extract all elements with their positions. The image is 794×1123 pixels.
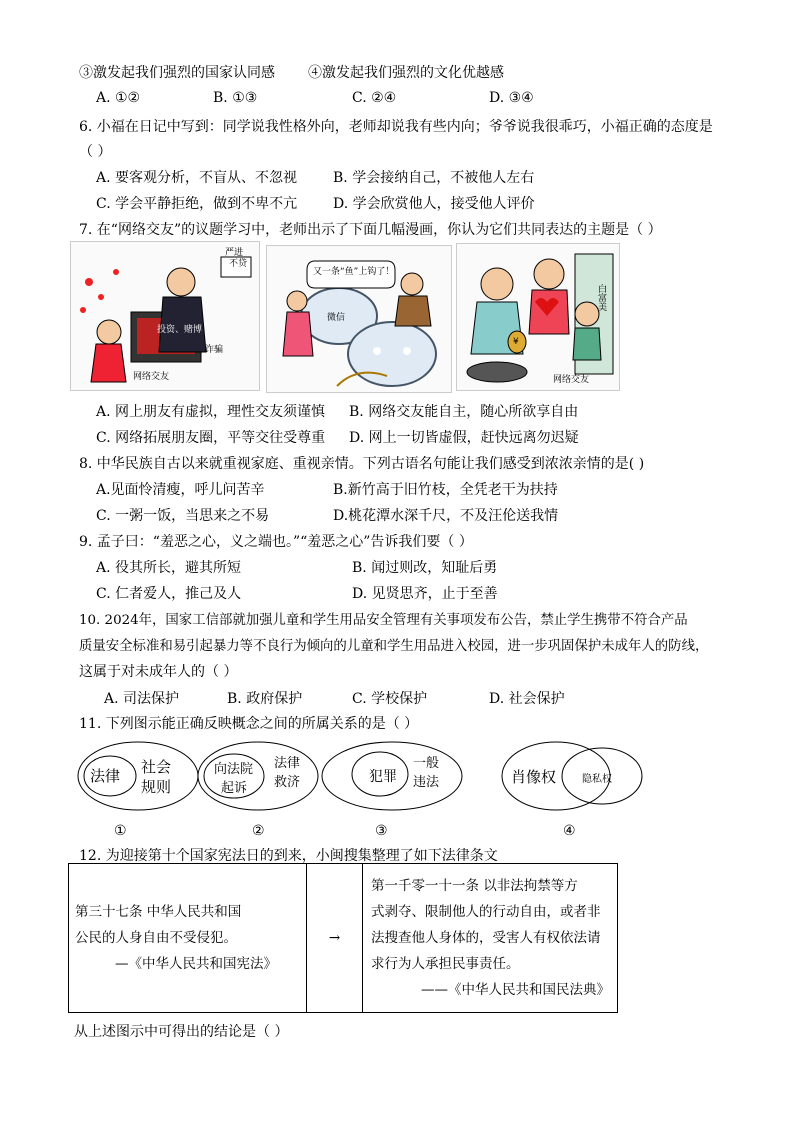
fishing-speech-bubble: 又一条“鱼”上钩了！: [313, 267, 395, 277]
q6-answer-blank[interactable]: （ ）: [79, 144, 112, 160]
civil-code-line4: 求行为人承担民事责任。: [371, 956, 520, 972]
right-arrow-icon: →: [328, 930, 341, 946]
q7-stem: 7. 在“网络交友”的议题学习中，老师出示了下面几幅漫画，你认为它们共同表达的主题是（ ）: [79, 222, 662, 238]
q9-choice-b[interactable]: B. 闻过则改，知耻后勇: [352, 560, 498, 576]
civil-code-line1: 第一千零一十一条 以非法拘禁等方: [371, 878, 578, 894]
q5-option-3: ③激发起我们强烈的国家认同感: [79, 65, 275, 81]
cartoon-online-scam-investment: [70, 241, 260, 391]
q7-choice-c[interactable]: C. 网络拓展朋友圈，平等交往受尊重: [96, 430, 326, 446]
tag-strict-in: 严进: [225, 248, 244, 258]
door-label: 白富美: [596, 284, 606, 311]
q12-conclusion-prompt: 从上述图示中可得出的结论是（ ）: [74, 1024, 289, 1040]
civil-code-article-cell: [363, 864, 618, 1013]
diagram4-left-portrait-right: 肖像权: [511, 768, 557, 786]
diagram2-inner-line2: 起诉: [221, 781, 248, 796]
q9-stem: 9. 孟子曰：“羞恶之心，义之端也。”“羞恶之心”告诉我们要（ ）: [79, 534, 473, 550]
q10-stem-line3: 这属于对未成年人的（ ）: [79, 664, 238, 680]
law-articles-table: [68, 863, 618, 1013]
diagram3-inner-crime: 犯罪: [369, 769, 397, 785]
cartoon1-caption: 网络交友: [133, 372, 170, 382]
q8-choice-a[interactable]: A.见面怜清瘦，呼儿问苦辛: [96, 482, 265, 498]
q6-choice-a[interactable]: A. 要客观分析，不盲从、不忽视: [96, 170, 298, 186]
q10-choice-c[interactable]: C. 学校保护: [352, 691, 428, 707]
q10-stem-line1: 10. 2024年，国家工信部就加强儿童和学生用品安全管理有关事项发布公告，禁止学生携带不符合产品: [79, 613, 688, 628]
q12-stem: 12. 为迎接第十个国家宪法日的到来，小闽搜集整理了如下法律条文: [79, 848, 498, 864]
diagram3-outer-line2: 违法: [413, 775, 440, 790]
diagram1-outer-line2: 规则: [141, 778, 172, 796]
q8-choice-b[interactable]: B.新竹高于旧竹枝，全凭老干为扶持: [333, 482, 558, 498]
q9-choice-d[interactable]: D. 见贤思齐，止于至善: [352, 586, 498, 602]
diagram2-outer-line1: 法律: [274, 756, 301, 771]
q6-choice-c[interactable]: C. 学会平静拒绝，做到不卑不亢: [96, 196, 298, 212]
tag-fraud: 诈骗: [205, 345, 224, 355]
q5-choice-a[interactable]: A. ①②: [96, 90, 141, 106]
wechat-label: 微信: [327, 313, 346, 323]
q6-choice-b[interactable]: B. 学会接纳自己，不被他人左右: [333, 170, 535, 186]
q9-choice-c[interactable]: C. 仁者爱人，推己及人: [96, 586, 242, 602]
q10-stem-line2: 质量安全标准和易引起暴力等不良行为倾向的儿童和学生用品进入校园，进一步巩固保护未成年人的防线，: [79, 639, 709, 654]
q8-choice-d[interactable]: D.桃花潭水深千尺，不及汪伦送我情: [333, 508, 559, 524]
tag-no-loan: 不贷: [229, 259, 248, 269]
money-bag-label: ¥: [513, 337, 519, 347]
diagram3-outer-line1: 一般: [413, 756, 440, 771]
civil-code-line2: 式剥夺、限制他人的行动自由，或者非: [371, 904, 601, 920]
constitution-article-line2: 公民的人身自由不受侵犯。: [75, 930, 237, 946]
diagram3-number[interactable]: ③: [375, 823, 388, 839]
q5-choice-b[interactable]: B. ①③: [213, 90, 258, 106]
q8-stem: 8. 中华民族自古以来就重视家庭、重视亲情。下列古语名句能让我们感受到浓浓亲情的是( ): [79, 456, 645, 472]
q10-choice-d[interactable]: D. 社会保护: [489, 691, 565, 707]
q6-stem: 6. 小福在日记中写到：同学说我性格外向，老师却说我有些内向；爷爷说我很乖巧，小福正确的态度是: [79, 119, 713, 135]
constitution-article-cell: [69, 864, 307, 1013]
diagram4-right-privacy-right: 隐私权: [582, 774, 612, 785]
civil-code-line3: 法搜查他人身体的，受害人有权依法请: [371, 930, 601, 946]
q6-choice-d[interactable]: D. 学会欣赏他人，接受他人评价: [333, 196, 535, 212]
q5-option-4: ④激发起我们强烈的文化优越感: [308, 65, 504, 81]
q5-choice-d[interactable]: D. ③④: [489, 90, 534, 106]
diagram2-number[interactable]: ②: [252, 823, 265, 839]
diagram2-outer-line2: 救济: [274, 775, 301, 790]
tag-investment: 投资、赌博: [157, 325, 203, 335]
civil-code-source: ——《中华人民共和国民法典》: [421, 982, 610, 998]
diagram1-inner-law: 法律: [90, 767, 121, 785]
q10-choice-a[interactable]: A. 司法保护: [104, 691, 180, 707]
constitution-article-line1: 第三十七条 中华人民共和国: [75, 904, 242, 920]
q9-choice-a[interactable]: A. 役其所长，避其所短: [96, 560, 242, 576]
q11-stem: 11. 下列图示能正确反映概念之间的所属关系的是（ ）: [79, 716, 419, 732]
cartoon-rich-woman-trap: [456, 243, 620, 391]
q5-choice-c[interactable]: C. ②④: [352, 90, 397, 106]
q7-choice-d[interactable]: D. 网上一切皆虚假，赶快远离勿迟疑: [349, 430, 579, 446]
arrow-cell: [307, 864, 363, 1013]
q7-choice-a[interactable]: A. 网上朋友有虚拟，理性交友须谨慎: [96, 404, 326, 420]
cartoon3-caption: 网络交友: [553, 375, 590, 385]
diagram1-number[interactable]: ①: [114, 823, 127, 839]
q8-choice-c[interactable]: C. 一粥一饭，当思来之不易: [96, 508, 270, 524]
q7-choice-b[interactable]: B. 网络交友能自主，随心所欲享自由: [349, 404, 579, 420]
q10-choice-b[interactable]: B. 政府保护: [227, 691, 303, 707]
diagram1-outer-line1: 社会: [141, 758, 172, 776]
constitution-source: —《中华人民共和国宪法》: [115, 956, 277, 972]
diagram2-inner-line1: 向法院: [214, 762, 254, 777]
cartoon-wechat-fishing: [266, 245, 452, 393]
diagram4-number[interactable]: ④: [563, 823, 576, 839]
